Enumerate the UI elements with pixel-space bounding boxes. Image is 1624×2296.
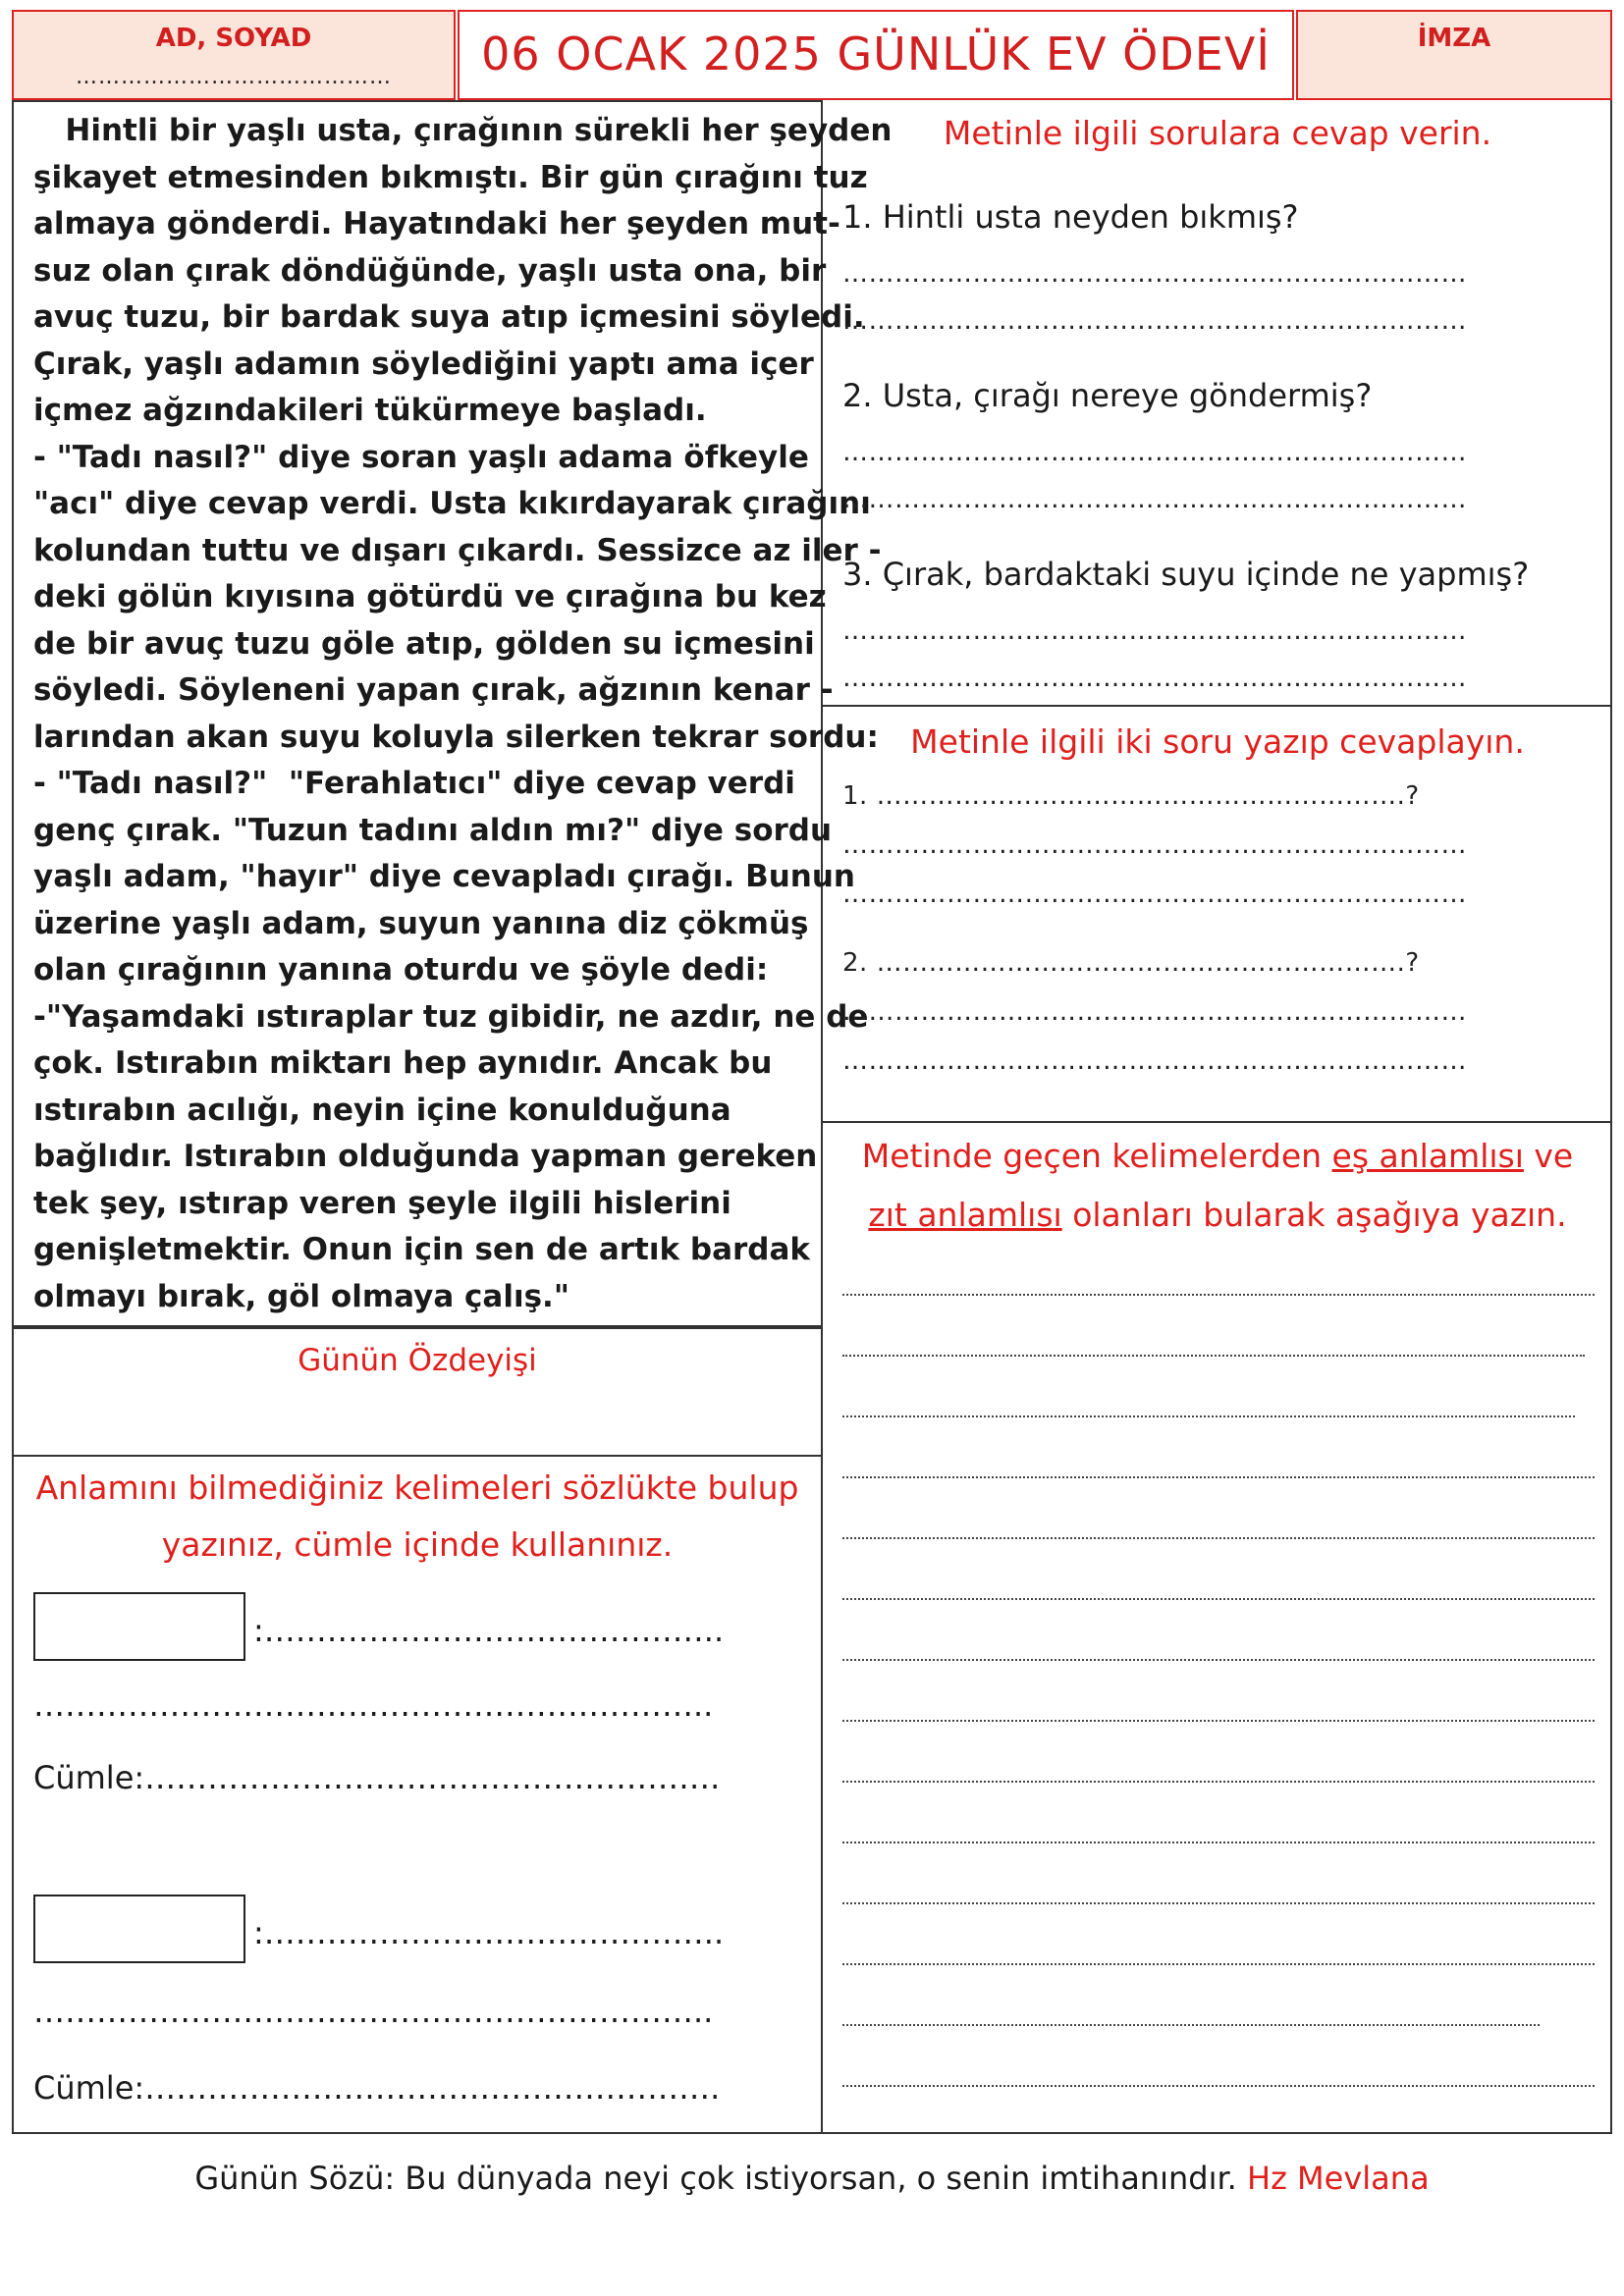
word-box-2[interactable]: [33, 1895, 245, 1963]
name-field-box[interactable]: [12, 10, 456, 100]
story-line: - "Tadı nasıl?" "Ferahlatıcı" diye cevap verdi: [33, 766, 795, 801]
sentence-line-2[interactable]: Cümle:……………………………………………….: [33, 2069, 721, 2107]
story-text: [33, 108, 893, 1320]
answer-2b[interactable]: ………………………………………………………………: [842, 485, 1467, 514]
story-line: çok. Istırabın miktarı hep aynıdır. Ancak bu: [33, 1045, 773, 1081]
footer-quote: Günün Sözü: Bu dünyada neyi çok istiyorsan, o senin imtihanındır.: [194, 2160, 1248, 2197]
story-line: deki gölün kıyısına götürdü ve çırağına bu kez: [33, 579, 827, 614]
story-line: Hintli bir yaşlı usta, çırağının sürekli her şeyden: [33, 113, 893, 148]
own-question-1[interactable]: 1. …………………………………………………….?: [842, 781, 1420, 811]
word-meaning-line-2[interactable]: ………………………………………………………..: [33, 1993, 714, 2030]
name-label: AD, SOYAD: [155, 24, 312, 53]
story-line: ıstırabın acılığı, neyin içine konulduğuna: [33, 1092, 731, 1128]
story-line: genç çırak. "Tuzun tadını aldın mı?" diye sordu: [33, 812, 833, 848]
story-line: olmayı bırak, göl olmaya çalış.": [33, 1278, 569, 1314]
synonym-answer-line[interactable]: [842, 1476, 1595, 1478]
synonym-answer-line[interactable]: [842, 1598, 1595, 1600]
synonyms-title-line1: [823, 1137, 1612, 1175]
synonym-answer-line[interactable]: [842, 1963, 1595, 1965]
answer-3b[interactable]: ………………………………………………………………: [842, 664, 1467, 693]
synonym-answer-line[interactable]: [842, 1842, 1595, 1843]
synonym-answer-line[interactable]: [842, 1537, 1595, 1539]
synonyms-title-text2: ve: [1523, 1137, 1574, 1175]
synonyms-title-underlined1: eş anlamlısı: [1331, 1137, 1524, 1175]
story-line: söyledi. Söyleneni yapan çırak, ağzının kenar -: [33, 672, 834, 708]
question-1: 1. Hintli usta neyden bıkmış?: [842, 198, 1299, 236]
story-line: suz olan çırak döndüğünde, yaşlı usta ona, bir: [33, 252, 827, 289]
name-dots: ……………………………………: [76, 65, 392, 89]
footer-quote-line: [0, 2160, 1624, 2197]
ozdeyis-title: Günün Özdeyişi: [298, 1343, 537, 1378]
questions-title: Metinle ilgili sorulara cevap verin.: [943, 114, 1492, 152]
own-answer-1a[interactable]: ………………………………………………………………: [842, 830, 1467, 860]
page-title: 06 OCAK 2025 GÜNLÜK EV ÖDEVİ: [481, 27, 1271, 80]
synonym-answer-line[interactable]: [842, 2024, 1540, 2026]
sentence-line-1[interactable]: Cümle:……………………………………………….: [33, 1759, 721, 1796]
synonym-answer-line[interactable]: [842, 1294, 1595, 1296]
story-line: almaya gönderdi. Hayatındaki her şeyden mut-: [33, 206, 840, 241]
question-2: 2. Usta, çırağı nereye göndermiş?: [842, 377, 1373, 414]
title-box: [458, 10, 1294, 100]
synonym-answer-line[interactable]: [842, 1415, 1575, 1417]
question-3: 3. Çırak, bardaktaki suyu içinde ne yapmış?: [842, 556, 1530, 593]
signature-field-box[interactable]: [1296, 10, 1612, 100]
signature-label: İMZA: [1417, 24, 1491, 53]
answer-2a[interactable]: ………………………………………………………………: [842, 438, 1467, 467]
synonyms-title-underlined2: zıt anlamlısı: [868, 1196, 1062, 1234]
story-line: olan çırağının yanına oturdu ve şöyle dedi:: [33, 952, 769, 988]
own-answer-2a[interactable]: ………………………………………………………………: [842, 997, 1467, 1027]
story-line: "acı" diye cevap verdi. Usta kıkırdayarak çırağını: [33, 486, 871, 521]
dictionary-title-line1: Anlamını bilmediğiniz kelimeleri sözlükte bulup: [35, 1468, 799, 1507]
story-line: içmez ağzındakileri tükürmeye başladı.: [33, 393, 707, 428]
answer-1b[interactable]: ………………………………………………………………: [842, 306, 1467, 336]
story-line: kolundan tuttu ve dışarı çıkardı. Sessizce az iler -: [33, 532, 882, 568]
story-line: -"Yaşamdaki ıstıraplar tuz gibidir, ne azdır, ne de: [33, 998, 869, 1035]
synonym-answer-line[interactable]: [842, 2085, 1595, 2087]
synonym-answer-line[interactable]: [842, 1355, 1585, 1357]
story-line: şikayet etmesinden bıkmıştı. Bir gün çırağını tuz: [33, 159, 868, 195]
answer-1a[interactable]: ………………………………………………………………: [842, 259, 1467, 289]
story-line: üzerine yaşlı adam, suyun yanına diz çökmüş: [33, 905, 809, 941]
answer-3a[interactable]: ………………………………………………………………: [842, 616, 1467, 646]
own-answer-1b[interactable]: ………………………………………………………………: [842, 880, 1467, 909]
synonym-answer-line[interactable]: [842, 1720, 1595, 1722]
story-line: avuç tuzu, bir bardak suya atıp içmesini söyledi.: [33, 299, 865, 335]
story-line: de bir avuç tuzu göle atıp, gölden su içmesini: [33, 625, 815, 662]
synonyms-title-line2: [823, 1196, 1612, 1234]
dictionary-title-line2: yazınız, cümle içinde kullanınız.: [161, 1525, 674, 1564]
own-questions-title: Metinle ilgili iki soru yazıp cevaplayın.: [910, 722, 1525, 761]
story-line: - "Tadı nasıl?" diye soran yaşlı adama öfkeyle: [33, 439, 809, 475]
ozdeyis-box[interactable]: [12, 1327, 823, 1457]
word-meaning-2[interactable]: :……………………………………..: [253, 1914, 725, 1951]
own-answer-2b[interactable]: ………………………………………………………………: [842, 1046, 1467, 1076]
synonym-answer-line[interactable]: [842, 1781, 1595, 1783]
story-line: genişletmektir. Onun için sen de artık bardak: [33, 1232, 811, 1267]
story-line: bağlıdır. Istırabın olduğunda yapman gereken: [33, 1139, 818, 1174]
synonym-answer-line[interactable]: [842, 1902, 1595, 1904]
word-meaning-line-1[interactable]: ………………………………………………………..: [33, 1686, 714, 1724]
own-question-2[interactable]: 2. …………………………………………………….?: [842, 948, 1420, 978]
footer-author: Hz Mevlana: [1247, 2160, 1430, 2197]
word-meaning-1[interactable]: :……………………………………..: [253, 1612, 725, 1649]
story-line: larından akan suyu koluyla silerken tekrar sordu:: [33, 719, 879, 755]
story-line: tek şey, ıstırap veren şeyle ilgili hislerini: [33, 1185, 731, 1221]
synonym-answer-line[interactable]: [842, 1659, 1595, 1661]
word-box-1[interactable]: [33, 1592, 245, 1661]
story-line: yaşlı adam, "hayır" diye cevapladı çırağı. Bunun: [33, 859, 855, 894]
story-line: Çırak, yaşlı adamın söylediğini yaptı ama içer: [33, 346, 814, 382]
synonyms-title-text3: olanları bularak aşağıya yazın.: [1061, 1196, 1567, 1234]
synonyms-title-text1: Metinde geçen kelimelerden: [861, 1137, 1332, 1175]
